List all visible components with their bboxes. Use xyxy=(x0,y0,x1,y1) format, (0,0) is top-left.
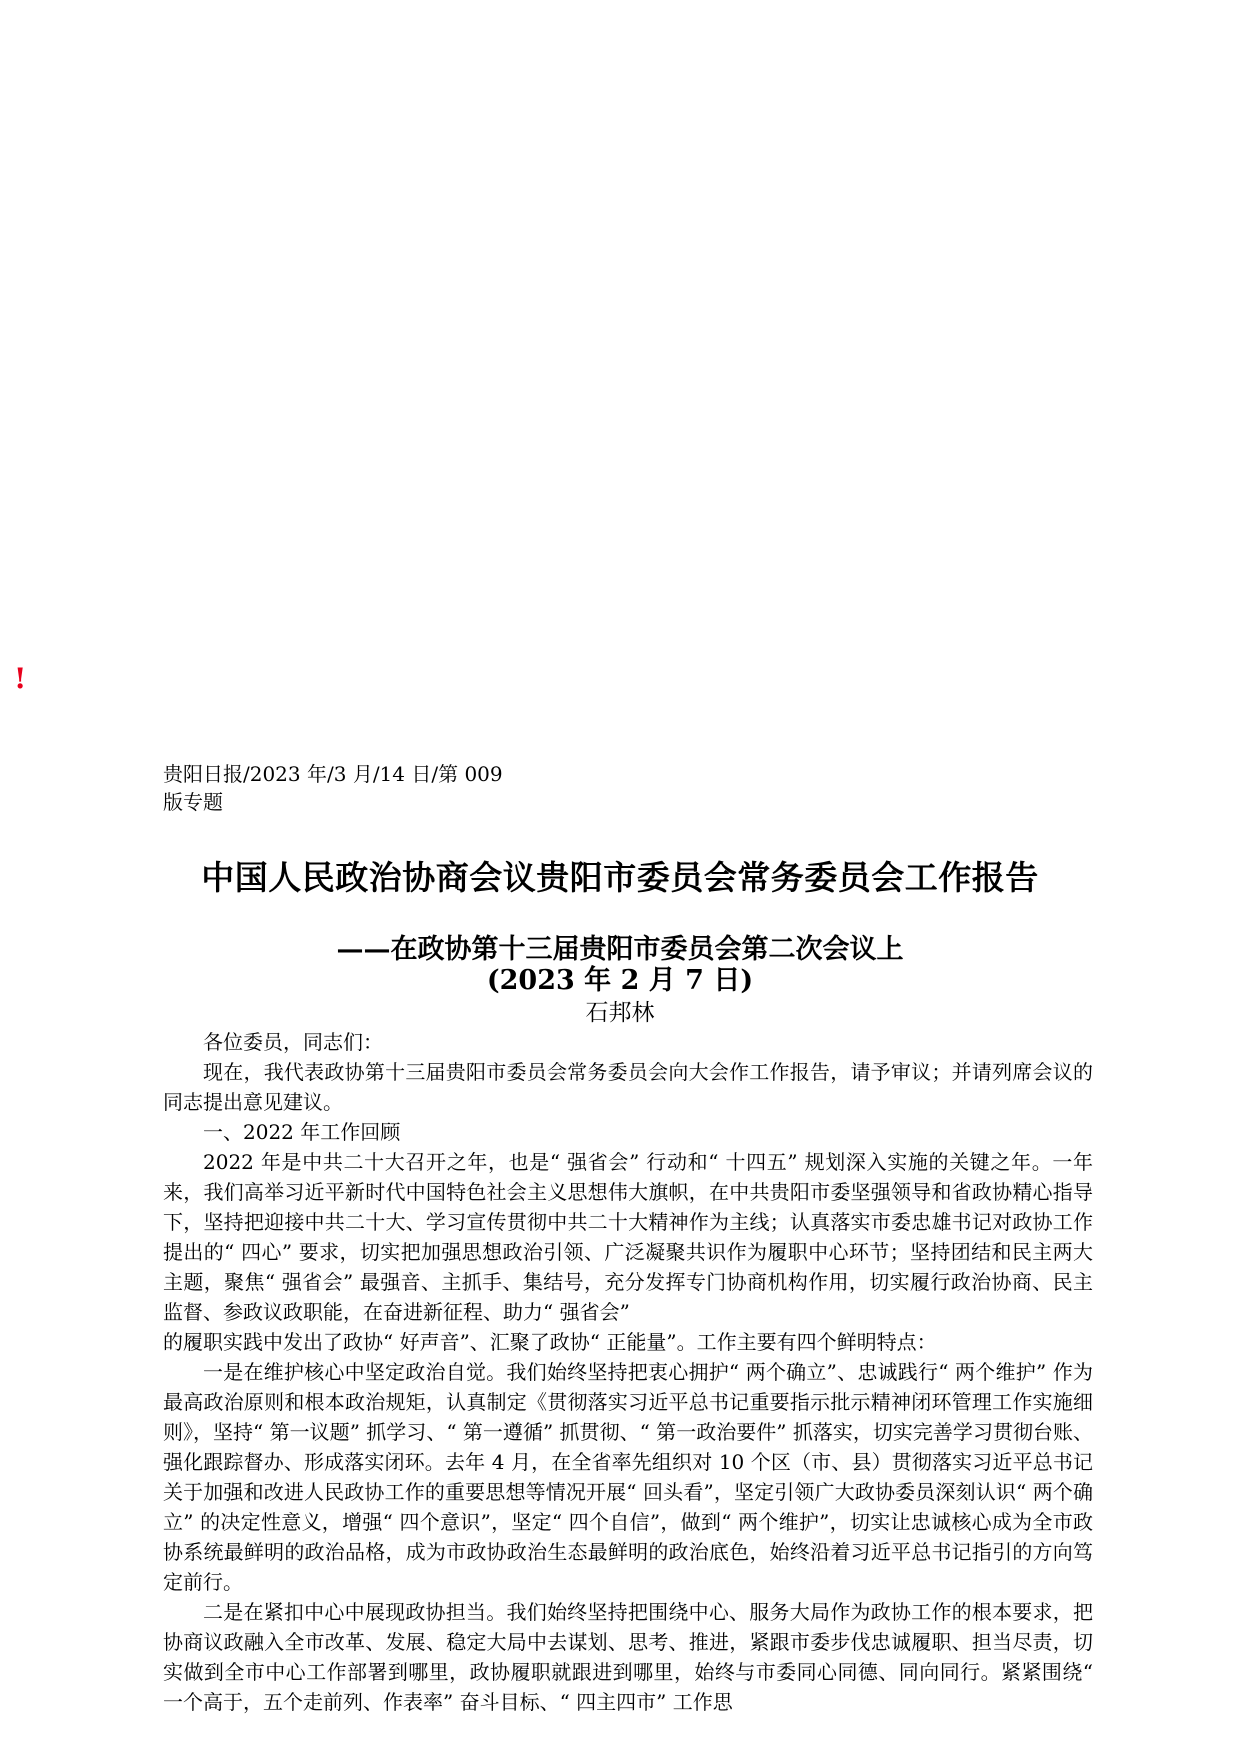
paragraph-review: 2022 年是中共二十大召开之年，也是“ 强省会” 行动和“ 十四五” 规划深入实施的关键之年。一年来，我们高举习近平新时代中国特色社会主义思想伟大旗帜，在中共贵阳市委坚强领导和省政协精心指导下，坚持把迎接中共二十大、学习宣传贯彻中共二十大精神作为主线；认真落实市委忠雄书记对政协工作提出的“ 四心” 要求，切实把加强思想政治引领、广泛凝聚共识作为履职中心环节；坚持团结和民主两大主题，聚焦“ 强省会” 最强音、主抓手、集结号，充分发挥专门协商机构作用，切实履行政治协商、民主监督、参政议政职能，在奋进新征程、助力“ 强省会” xyxy=(163,1150,1093,1324)
paragraph-point-1: 一是在维护核心中坚定政治自觉。我们始终坚持把衷心拥护“ 两个确立”、忠诚践行“ 两个维护” 作为最高政治原则和根本政治规矩，认真制定《贯彻落实习近平总书记重要指示批示精神闭环管理工作实施细则》，坚持“ 第一议题” 抓学习、“ 第一遵循” 抓贯彻、“ 第一政治要件” 抓落实，切实完善学习贯彻台账、强化跟踪督办、形成落实闭环。去年 4 月，在全省率先组织对 10 个区（市、县）贯彻落实习近平总书记关于加强和改进人民政协工作的重要思想等情况开展“ 回头看”，坚定引领广大政协委员深刻认识“ 两个确立” 的决定性意义，增强“ 四个意识”，坚定“ 四个自信”，做到“ 两个维护”，切实让忠诚核心成为全市政协系统最鲜明的政治品格，成为市政协政治生态最鲜明的政治底色，始终沿着习近平总书记指引的方向笃定前行。 xyxy=(163,1360,1093,1594)
paragraph-point-2: 二是在紧扣中心中展现政协担当。我们始终坚持把围绕中心、服务大局作为政协工作的根本要求，把协商议政融入全市改革、发展、稳定大局中去谋划、思考、推进，紧跟市委步伐忠诚履职、担当尽责，切实做到全市中心工作部署到哪里，政协履职就跟进到哪里，始终与市委同心同德、同向同行。紧紧围绕“ 一个高于，五个走前列、作表率” 奋斗目标、“ 四主四市” 工作思 xyxy=(163,1600,1093,1714)
source-line-1: 贵阳日报/2023 年/3 月/14 日/第 009 xyxy=(163,762,503,786)
red-exclamation-mark: ! xyxy=(14,662,27,695)
report-subtitle: ——在政协第十三届贵阳市委员会第二次会议上 xyxy=(336,934,904,965)
source-info xyxy=(163,760,503,816)
source-line-2: 版专题 xyxy=(163,790,223,814)
report-date: (2023 年 2 月 7 日) xyxy=(486,965,754,996)
report-body xyxy=(163,1027,1093,1717)
report-title: 中国人民政治协商会议贵阳市委员会常务委员会工作报告 xyxy=(201,858,1039,897)
section-heading: 一、2022 年工作回顾 xyxy=(203,1120,401,1144)
paragraph-review-continued: 的履职实践中发出了政协“ 好声音”、汇聚了政协“ 正能量”。工作主要有四个鲜明特点： xyxy=(163,1330,937,1354)
paragraph-greeting: 各位委员，同志们： xyxy=(203,1030,383,1054)
report-author: 石邦林 xyxy=(585,1000,655,1026)
paragraph-intro: 现在，我代表政协第十三届贵阳市委员会常务委员会向大会作工作报告，请予审议；并请列席会议的同志提出意见建议。 xyxy=(163,1060,1093,1114)
